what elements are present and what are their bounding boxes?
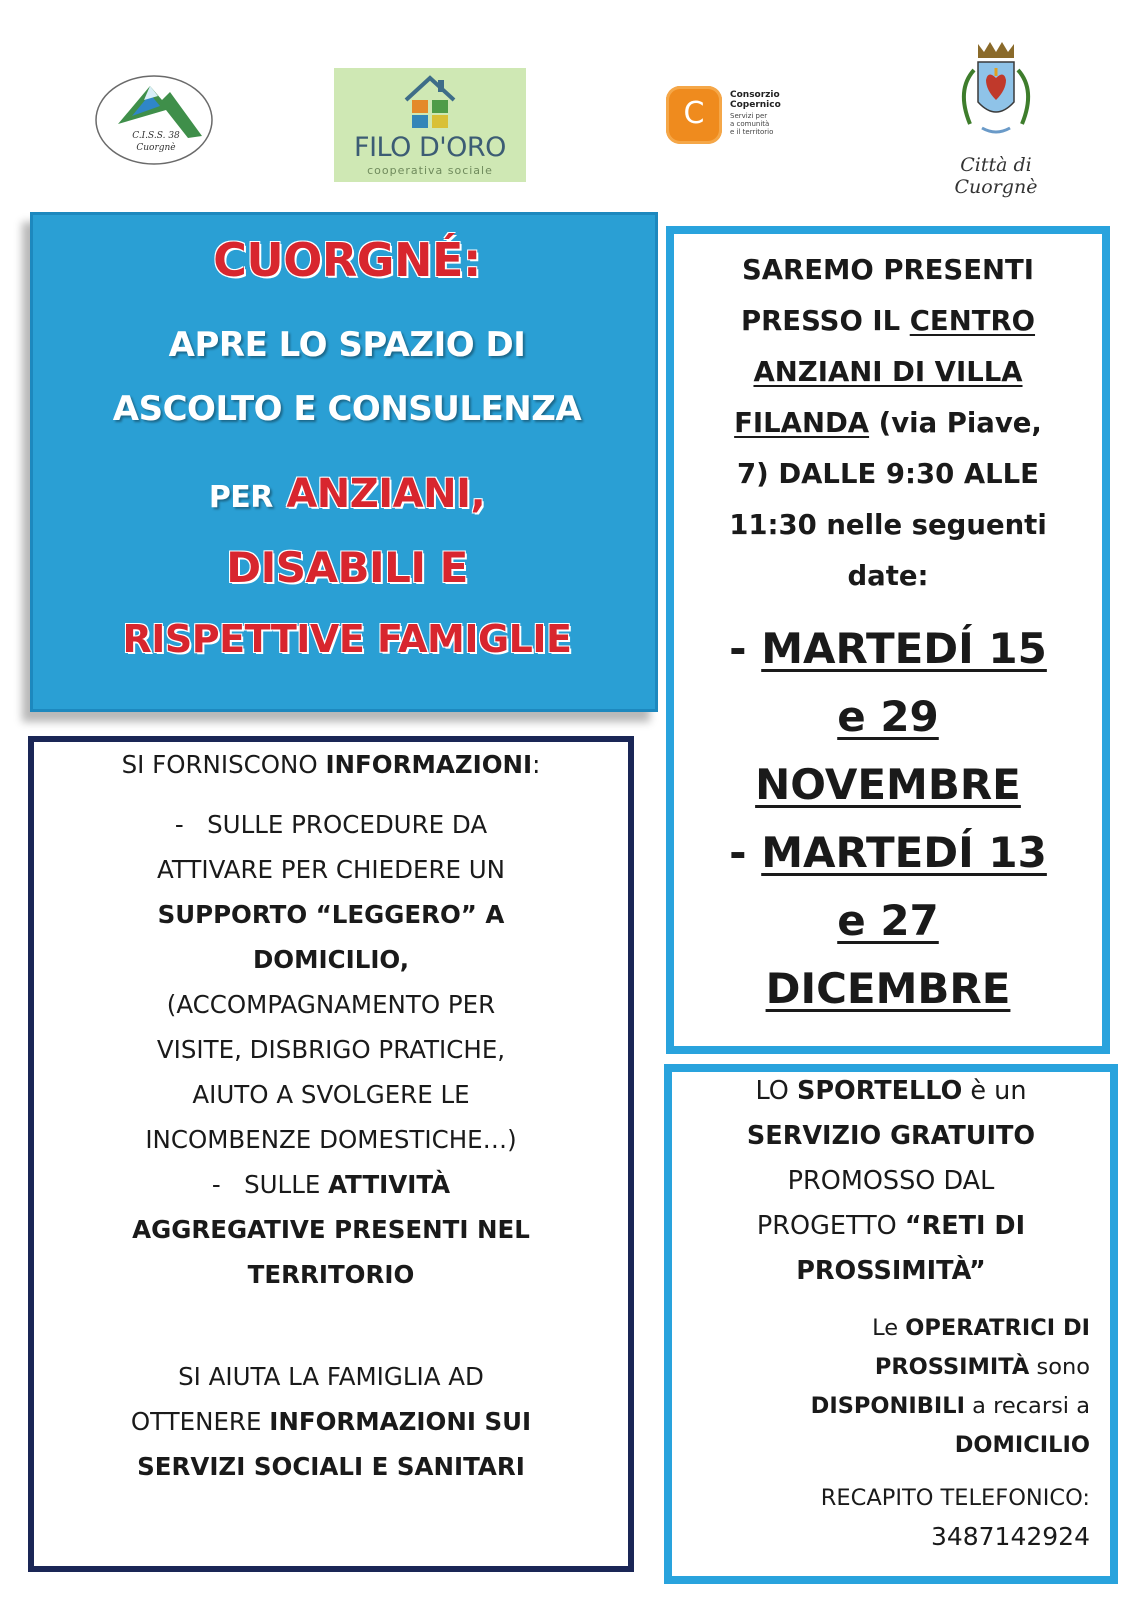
dates-box [666, 226, 1110, 1054]
ciss-logo [92, 66, 220, 168]
sportello-box [664, 1064, 1118, 1584]
operatrici-l2b: sono [1036, 1354, 1090, 1380]
dates-l2b: CENTRO [909, 305, 1036, 337]
bullet1-line2: ATTIVARE PER CHIEDERE UN [156, 855, 506, 884]
sportello-line4 [672, 1211, 1110, 1241]
hero-line-1: APRE LO SPAZIO DI [168, 325, 526, 365]
information-box [28, 736, 634, 1572]
dates-line6: 11:30 nelle seguenti [729, 509, 1047, 541]
filo-doro-name: FILO D'ORO [354, 132, 506, 163]
closing-l2a: OTTENERE [130, 1407, 262, 1436]
closing-line2 [34, 1407, 628, 1437]
dates-l4a: FILANDA [734, 407, 870, 439]
info-intro [34, 750, 628, 780]
bullet1-line4: DOMICILIO, [252, 945, 410, 974]
date-2-a: MARTEDÍ 13 [761, 828, 1047, 877]
operatrici-l3b: a recarsi a [972, 1393, 1090, 1419]
bullet1-line5: (ACCOMPAGNAMENTO PER [166, 990, 496, 1019]
filo-doro-logo [334, 68, 526, 182]
sportello-line5: PROSSIMITÀ” [796, 1256, 986, 1286]
dates-line4 [674, 407, 1102, 439]
bullet1-line8: INCOMBENZE DOMESTICHE…) [145, 1125, 517, 1154]
dates-line7: date: [847, 560, 929, 592]
bullet2-l1b: ATTIVITÀ [328, 1170, 451, 1199]
house-logo-icon [400, 72, 460, 132]
sportello-l1c: è un [970, 1076, 1027, 1106]
bullet2-line3: TERRITORIO [247, 1260, 415, 1289]
citta-di-cuorgne-logo [916, 40, 1076, 198]
city-crest-icon [948, 40, 1044, 152]
bullet2-line1 [34, 1170, 628, 1200]
date-1-dash: - [729, 624, 747, 673]
bullet1-l1: SULLE PROCEDURE DA [207, 810, 488, 839]
dates-l2a: PRESSO IL [740, 305, 901, 337]
date-2-dash: - [729, 828, 747, 877]
bullet1-line7: AIUTO A SVOLGERE LE [192, 1080, 470, 1109]
dates-l4b: (via Piave, [878, 407, 1042, 439]
date-1-c: NOVEMBRE [755, 760, 1021, 809]
ciss-logo-line1: C.I.S.S. 38 [132, 131, 180, 141]
dates-line3 [674, 356, 1102, 388]
bullet2-dash: - [211, 1170, 221, 1199]
date-1-b: e 29 [837, 692, 939, 741]
sportello-line3: PROMOSSO DAL [787, 1166, 995, 1196]
headline-box [30, 212, 658, 712]
consorzio-badge-letter: C [683, 96, 705, 131]
filo-doro-subtitle: cooperativa sociale [367, 164, 493, 177]
dates-line2 [674, 305, 1102, 337]
operatrici-line1 [872, 1314, 1090, 1342]
hero-line-4: DISABILI E [226, 543, 468, 592]
operatrici-l2a: PROSSIMITÀ [874, 1354, 1030, 1380]
sportello-line2: SERVIZIO GRATUITO [746, 1121, 1036, 1151]
bullet1-line3: SUPPORTO “LEGGERO” A [157, 900, 505, 929]
bullet1-line1 [34, 810, 628, 840]
consorzio-sub-2: a comunità [730, 120, 770, 128]
operatrici-l3a: DISPONIBILI [810, 1393, 965, 1419]
info-intro-a: SI FORNISCONO [121, 750, 318, 779]
consorzio-title-2: Copernico [730, 100, 781, 110]
bullet1-dash: - [174, 810, 184, 839]
date-2-line2 [674, 896, 1102, 946]
date-1-line1 [674, 624, 1102, 674]
date-2-c: DICEMBRE [765, 964, 1011, 1013]
consorzio-sub-3: e il territorio [730, 128, 774, 136]
closing-l2b: INFORMAZIONI SUI [269, 1407, 532, 1436]
hero-line-5: RISPETTIVE FAMIGLIE [122, 617, 572, 661]
info-intro-c: : [532, 750, 541, 779]
closing-line3: SERVIZI SOCIALI E SANITARI [137, 1452, 525, 1481]
ciss-logo-line2: Cuorgnè [136, 143, 176, 153]
date-2-b: e 27 [837, 896, 939, 945]
date-2-line1 [674, 828, 1102, 878]
dates-l3: ANZIANI DI VILLA [753, 356, 1023, 388]
date-1-line3 [674, 760, 1102, 810]
hero-anziani: ANZIANI, [286, 471, 486, 517]
phone-label: RECAPITO TELEFONICO: [820, 1485, 1090, 1511]
citta-name: Città di Cuorgnè [954, 154, 1038, 198]
operatrici-line3 [811, 1392, 1090, 1420]
date-1-a: MARTEDÍ 15 [761, 624, 1047, 673]
dates-line5: 7) DALLE 9:30 ALLE [737, 458, 1039, 490]
bullet2-line2: AGGREGATIVE PRESENTI NEL [132, 1215, 530, 1244]
sportello-line1 [672, 1076, 1110, 1106]
operatrici-line2 [875, 1353, 1090, 1381]
date-2-line3 [674, 964, 1102, 1014]
sportello-l1a: LO [755, 1076, 789, 1106]
hero-line-2: ASCOLTO E CONSULENZA [112, 389, 582, 429]
sportello-l4a: PROGETTO [756, 1211, 897, 1241]
consorzio-title-1: Consorzio [730, 90, 780, 100]
sportello-l1b: SPORTELLO [796, 1076, 963, 1106]
dates-line1: SAREMO PRESENTI [741, 254, 1035, 286]
operatrici-l1a: Le [872, 1315, 899, 1341]
date-1-line2 [674, 692, 1102, 742]
consorzio-badge-icon [666, 86, 722, 144]
info-intro-b: INFORMAZIONI [325, 750, 533, 779]
operatrici-line4: DOMICILIO [954, 1432, 1090, 1458]
hero-town: CUORGNÉ: [213, 233, 481, 287]
consorzio-sub-1: Servizi per [730, 112, 768, 120]
closing-line1: SI AIUTA LA FAMIGLIA AD [178, 1362, 484, 1391]
sportello-l4b: “RETI DI [904, 1211, 1026, 1241]
bullet2-l1a: SULLE [244, 1170, 321, 1199]
operatrici-l1b: OPERATRICI DI [905, 1315, 1090, 1341]
hero-per: PER [208, 480, 273, 515]
consorzio-logo [666, 86, 796, 144]
phone-number[interactable]: 3487142924 [930, 1522, 1090, 1551]
bullet1-line6: VISITE, DISBRIGO PRATICHE, [156, 1035, 506, 1064]
hero-line-3 [33, 471, 661, 517]
